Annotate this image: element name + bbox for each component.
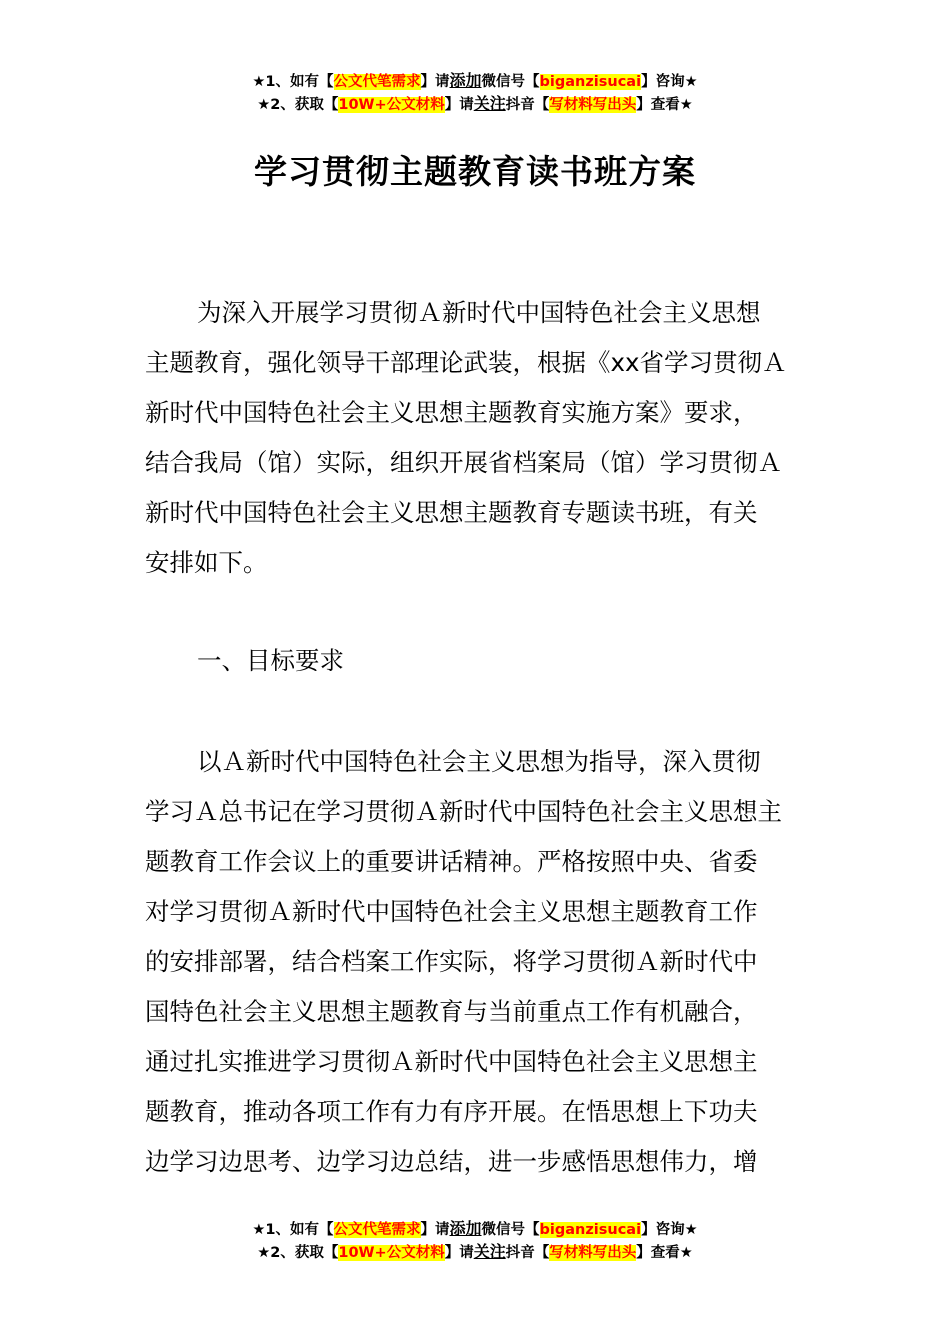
paragraph-line: 通过扎实推进学习贯彻Ａ新时代中国特色社会主义思想主 [145,1047,758,1076]
promo-text: ★2、获取【 [257,1245,339,1261]
promo-text: 微信号【 [481,1222,540,1238]
promo-text: 】请 [444,97,474,113]
paragraph-line: 学习Ａ总书记在学习贯彻Ａ新时代中国特色社会主义思想主 [145,797,782,826]
section-heading-text: 一、目标要求 [197,646,344,675]
promo-text: 】查看★ [636,97,693,113]
paragraph-line: 安排如下。 [145,548,268,577]
promo-highlight: 公文代笔需求 [333,74,421,90]
promo-underline: 关注 [473,1242,506,1261]
paragraph-line: 以Ａ新时代中国特色社会主义思想为指导，深入贯彻 [197,747,761,776]
promo-banner-bottom [0,1218,950,1264]
document-title: 学习贯彻主题教育读书班方案 [254,152,696,191]
promo-text: 】查看★ [636,1245,693,1261]
paragraph-line: 主题教育，强化领导干部理论武装，根据《xx省学习贯彻Ａ [145,348,787,377]
promo-line-2 [0,93,950,116]
promo-line-1 [0,1218,950,1241]
promo-text: ★1、如有【 [252,74,334,90]
promo-text: 抖音【 [505,1245,550,1261]
promo-line-2 [0,1241,950,1264]
paragraph-line: 题教育，推动各项工作有力有序开展。在悟思想上下功夫 [145,1097,758,1126]
section-heading [145,636,810,686]
promo-text: 抖音【 [505,97,550,113]
paragraph-line: 新时代中国特色社会主义思想主题教育专题读书班，有关 [145,498,758,527]
paragraph-line: 题教育工作会议上的重要讲话精神。严格按照中央、省委 [145,847,758,876]
promo-wechat-id: biganzisucai [539,1222,642,1238]
paragraph-line: 的安排部署，结合档案工作实际，将学习贯彻Ａ新时代中 [145,947,758,976]
promo-text: 】请 [420,74,450,90]
paragraph-line: 国特色社会主义思想主题教育与当前重点工作有机融合， [145,997,758,1026]
paragraph-line: 新时代中国特色社会主义思想主题教育实施方案》要求， [145,398,758,427]
promo-text: 】咨询★ [641,74,698,90]
promo-underline: 添加 [449,1219,482,1238]
paragraph-line: 为深入开展学习贯彻Ａ新时代中国特色社会主义思想 [197,298,761,327]
promo-text: ★1、如有【 [252,1222,334,1238]
intro-paragraph [145,288,810,588]
promo-douyin-id: 写材料写出头 [549,1245,637,1261]
paragraph-line: 结合我局（馆）实际，组织开展省档案局（馆）学习贯彻Ａ [145,448,782,477]
paragraph-line: 边学习边思考、边学习边总结，进一步感悟思想伟力，增 [145,1147,758,1176]
promo-underline: 添加 [449,71,482,90]
promo-banner-top [0,70,950,116]
paragraph-line: 对学习贯彻Ａ新时代中国特色社会主义思想主题教育工作 [145,897,758,926]
promo-text: 】请 [420,1222,450,1238]
promo-text: 】咨询★ [641,1222,698,1238]
promo-highlight: 10W+公文材料 [338,1245,445,1261]
promo-highlight: 公文代笔需求 [333,1222,421,1238]
promo-douyin-id: 写材料写出头 [549,97,637,113]
promo-underline: 关注 [473,94,506,113]
promo-text: ★2、获取【 [257,97,339,113]
promo-highlight: 10W+公文材料 [338,97,445,113]
promo-text: 微信号【 [481,74,540,90]
goals-paragraph [145,737,810,1187]
promo-line-1 [0,70,950,93]
promo-wechat-id: biganzisucai [539,74,642,90]
promo-text: 】请 [444,1245,474,1261]
